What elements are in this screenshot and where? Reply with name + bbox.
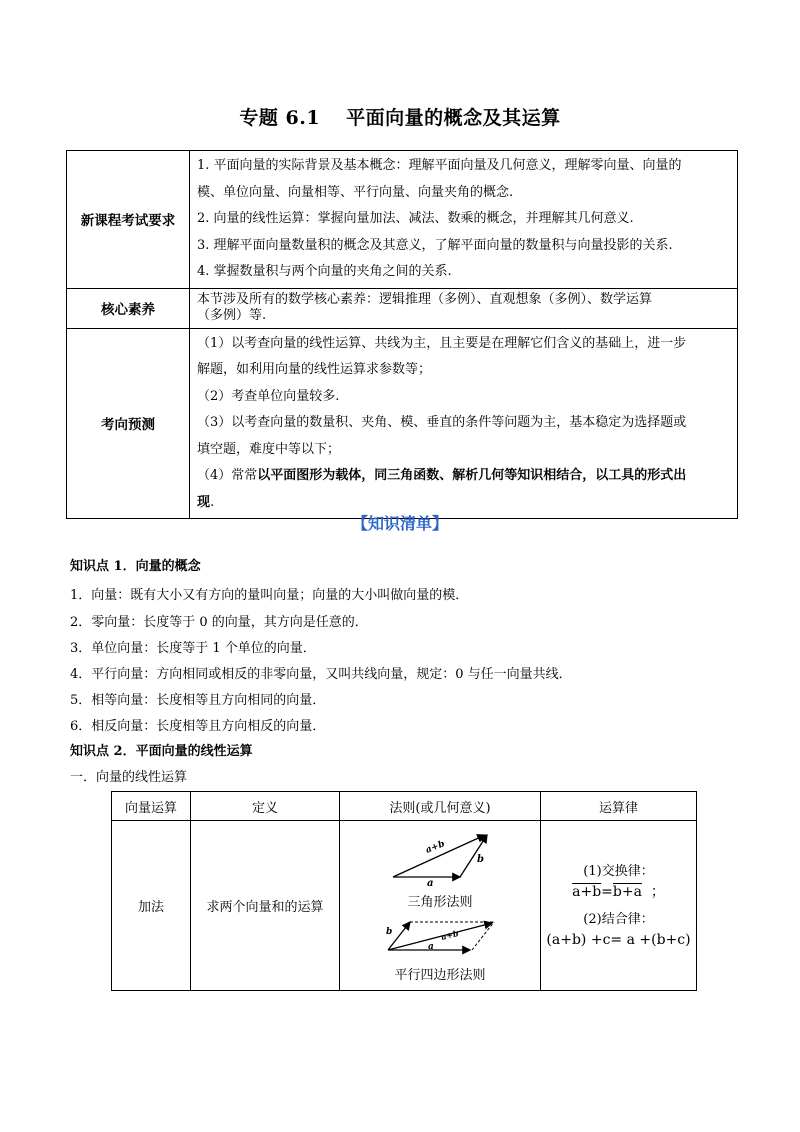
text-line: 填空题，难度中等以下；	[197, 441, 341, 457]
text-line: 模、单位向量、向量相等、平行向量、向量夹角的概念.	[197, 184, 514, 200]
list-item: 6．相反向量：长度相等且方向相反的向量．	[70, 719, 326, 734]
label-sum: a+b	[440, 927, 460, 942]
text-line	[197, 463, 729, 490]
list-item: 4．平行向量：方向相同或相反的非零向量，又叫共线向量，规定：0 与任一向量共线．	[70, 667, 572, 682]
caption-triangle: 三角形法则	[407, 894, 473, 910]
text-line: 1. 平面向量的实际背景及基本概念：理解平面向量及几何意义，理解零向量、向量的	[197, 158, 682, 173]
row-body-forecast	[190, 328, 738, 519]
text-line: （1）以考查向量的线性运算、共线为主，且主要是在理解它们含义的基础上，进一步	[197, 335, 687, 351]
text-bold: 现	[197, 494, 211, 510]
table-row	[112, 821, 697, 991]
page-title	[0, 103, 800, 130]
list-item: 5．相等向量：长度相等且方向相同的向量．	[70, 693, 326, 708]
section-title: 【知识清单】	[351, 514, 448, 533]
text-line: 2. 向量的线性运算：掌握向量加法、减法、数乘的概念，并理解其几何意义.	[197, 211, 634, 226]
table-row	[67, 328, 738, 519]
law-commutative-formula: a+b=b+a ；	[572, 883, 665, 900]
column-header: 定义	[191, 792, 340, 821]
text-line: （多例）等.	[197, 308, 267, 323]
triangle-rule-diagram	[385, 829, 495, 887]
requirements-table	[66, 150, 738, 519]
row-body-core	[190, 288, 738, 328]
kp2-heading: 知识点 2．平面向量的线性运算	[70, 744, 253, 759]
linear-operations-table	[111, 791, 697, 991]
label-b: b	[386, 926, 393, 937]
title-number: 专题 6.1	[239, 107, 321, 129]
law-commutative-title: (1)交换律：	[583, 863, 654, 879]
text-line: （2）考查单位向量较多.	[197, 388, 340, 404]
parallelogram-rule-diagram	[380, 916, 500, 956]
text-line: 3. 理解平面向量数量积的概念及其意义，了解平面向量的数量积与向量投影的关系.	[197, 237, 673, 253]
title-text: 平面向量的概念及其运算	[346, 107, 561, 129]
row-head-requirements: 新课程考试要求	[67, 151, 190, 289]
label-sum: a+b	[424, 838, 447, 856]
table-row	[67, 151, 738, 289]
rule-cell	[340, 821, 541, 991]
law-associative-title: (2)结合律：	[583, 911, 654, 927]
text-suffix: .	[210, 494, 215, 510]
text-bold: 以平面图形为载体，同三角函数、解析几何等知识相结合，以工具的形式出	[257, 468, 687, 483]
text-prefix: （4）常常	[197, 468, 258, 483]
list-item: 3．单位向量：长度等于 1 个单位的向量．	[70, 641, 316, 656]
column-header: 运算律	[541, 792, 697, 821]
row-body-requirements	[190, 151, 738, 289]
text-line: 4. 掌握数量积与两个向量的夹角之间的关系.	[197, 264, 452, 279]
column-header: 向量运算	[112, 792, 191, 821]
formula-right: b+a	[612, 883, 642, 900]
op-name: 加法	[112, 821, 191, 991]
text-line: （3）以考查向量的数量积、夹角、模、垂直的条件等问题为主，基本稳定为选择题或	[197, 415, 687, 430]
label-a: a	[427, 877, 434, 887]
op-definition: 求两个向量和的运算	[191, 821, 340, 991]
text-line: 解题，如利用向量的线性运算求参数等；	[197, 362, 432, 377]
list-item: 1．向量：既有大小又有方向的量叫向量；向量的大小叫做向量的模．	[70, 588, 469, 603]
kp2-subheading: 一．向量的线性运算	[70, 770, 188, 785]
list-item: 2．零向量：长度等于 0 的向量，其方向是任意的．	[70, 615, 368, 630]
table-row	[67, 288, 738, 328]
dashed-edge	[472, 922, 494, 950]
laws-cell	[541, 821, 697, 991]
row-head-forecast: 考向预测	[67, 328, 190, 519]
formula-tail: ；	[650, 883, 665, 900]
law-associative-formula: (a+b) +c= a +(b+c)	[546, 931, 691, 948]
row-head-core: 核心素养	[67, 288, 190, 328]
kp1-heading: 知识点 1．向量的概念	[70, 559, 201, 574]
table-header-row	[112, 792, 697, 821]
label-b: b	[477, 853, 484, 865]
column-header: 法则(或几何意义)	[340, 792, 541, 821]
vector-sum-line	[388, 923, 492, 950]
label-a: a	[428, 941, 434, 952]
formula-left: a+b	[572, 883, 602, 900]
text-line: 本节涉及所有的数学核心素养：逻辑推理（多例）、直观想象（多例）、数学运算	[197, 292, 653, 307]
caption-parallelogram: 平行四边形法则	[394, 967, 486, 983]
